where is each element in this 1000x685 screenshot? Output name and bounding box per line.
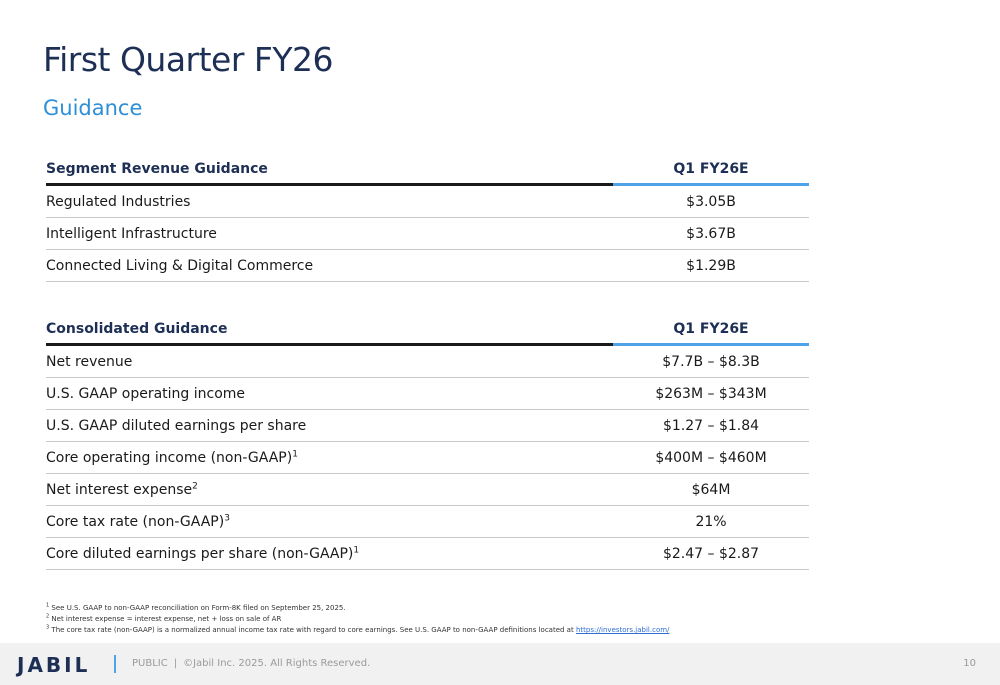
row-value: $3.05B xyxy=(686,193,736,210)
header-period: Q1 FY26E xyxy=(673,320,749,337)
footer-bar xyxy=(0,643,1000,685)
row-label: Net revenue xyxy=(46,353,133,370)
row-label: Connected Living & Digital Commerce xyxy=(46,257,314,274)
footnotes xyxy=(46,603,669,636)
jabil-logo: JABIL xyxy=(17,653,91,677)
footnote-text: Net interest expense = interest expense, net + loss on sale of AR xyxy=(51,615,282,623)
table-row xyxy=(46,442,809,474)
footer-text xyxy=(132,658,370,669)
table-row xyxy=(46,474,809,506)
row-label: U.S. GAAP diluted earnings per share xyxy=(46,417,307,434)
footnote-text: The core tax rate (non-GAAP) is a normalized annual income tax rate with regard to core earnings. See U.S. GAAP to non-GAAP definitions located at xyxy=(51,626,576,634)
table-row xyxy=(46,410,809,442)
header-label: Segment Revenue Guidance xyxy=(46,160,268,177)
footnote-number: 3 xyxy=(46,624,50,631)
footnote-text: See U.S. GAAP to non-GAAP reconciliation on Form-8K filed on September 25, 2025. xyxy=(51,604,346,612)
header-rule-dark xyxy=(46,343,613,346)
row-label: Core tax rate (non-GAAP) xyxy=(46,513,225,530)
row-label: Core operating income (non-GAAP) xyxy=(46,449,293,466)
footnote xyxy=(46,614,669,625)
row-label-cell xyxy=(46,450,613,466)
row-label: Net interest expense xyxy=(46,481,193,498)
table-row xyxy=(46,186,809,218)
segment-revenue-table xyxy=(46,154,809,282)
table-row xyxy=(46,506,809,538)
header-rule xyxy=(46,183,809,186)
row-label: Regulated Industries xyxy=(46,193,191,210)
row-value: $1.29B xyxy=(686,257,736,274)
row-value: $2.47 – $2.87 xyxy=(662,545,760,562)
table-row xyxy=(46,346,809,378)
row-value: $263M – $343M xyxy=(655,385,767,402)
row-value: $1.27 – $1.84 xyxy=(662,417,760,434)
header-rule-blue xyxy=(613,183,809,186)
table-header xyxy=(46,154,809,183)
row-value: $7.7B – $8.3B xyxy=(662,353,760,370)
footnote-number: 2 xyxy=(46,613,50,620)
table-row xyxy=(46,218,809,250)
header-period: Q1 FY26E xyxy=(673,160,749,177)
row-value: $400M – $460M xyxy=(655,449,767,466)
classification-label: PUBLIC xyxy=(132,658,168,669)
page-title: First Quarter FY26 xyxy=(43,40,334,79)
footnote-ref: 1 xyxy=(353,544,360,555)
footnote-ref: 2 xyxy=(192,480,198,491)
footer-separator: | xyxy=(173,658,178,669)
footnote-ref: 3 xyxy=(224,512,230,523)
table-row xyxy=(46,378,809,410)
footnote xyxy=(46,603,669,614)
copyright-text: ©Jabil Inc. 2025. All Rights Reserved. xyxy=(183,658,371,669)
row-label-cell xyxy=(46,386,613,402)
table-row xyxy=(46,250,809,282)
table-row xyxy=(46,538,809,570)
row-label-cell xyxy=(46,546,613,562)
footnote-ref: 1 xyxy=(292,448,298,459)
row-label-cell xyxy=(46,354,613,370)
header-rule-blue xyxy=(613,343,809,346)
footnote xyxy=(46,625,669,636)
row-value: 21% xyxy=(695,513,727,530)
header-label: Consolidated Guidance xyxy=(46,320,228,337)
row-label-cell xyxy=(46,418,613,434)
page-number: 10 xyxy=(963,658,976,669)
row-label: Core diluted earnings per share (non-GAAP) xyxy=(46,545,354,562)
footnote-number: 1 xyxy=(46,602,50,609)
header-rule xyxy=(46,343,809,346)
row-label: Intelligent Infrastructure xyxy=(46,225,217,242)
footer-divider xyxy=(114,655,116,673)
row-label-cell xyxy=(46,482,613,498)
consolidated-guidance-table xyxy=(46,314,809,570)
row-label-cell xyxy=(46,514,613,530)
table-header xyxy=(46,314,809,343)
row-label: U.S. GAAP operating income xyxy=(46,385,246,402)
page-subtitle: Guidance xyxy=(43,96,143,120)
investors-link[interactable]: https://investors.jabil.com/ xyxy=(575,626,670,634)
header-rule-dark xyxy=(46,183,613,186)
row-value: $64M xyxy=(691,481,731,498)
row-value: $3.67B xyxy=(686,225,736,242)
